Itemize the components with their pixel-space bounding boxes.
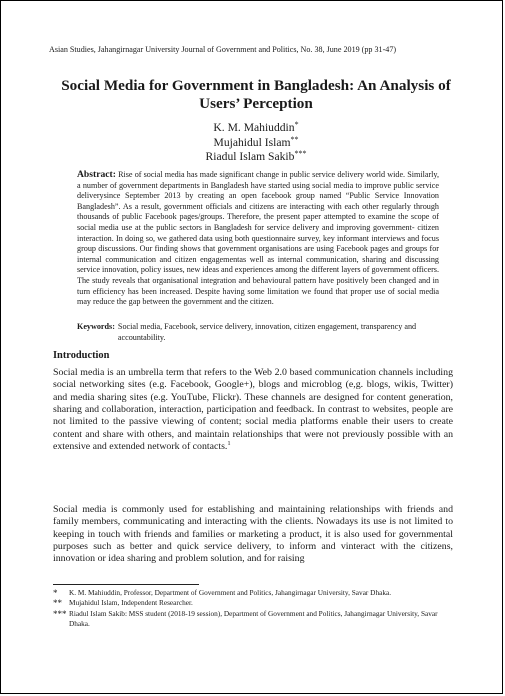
footnote-mark: * — [53, 588, 58, 598]
author-footnote-mark: ** — [290, 134, 299, 144]
author-3 — [41, 150, 471, 165]
footnote-text: K. M. Mahiuddin, Professor, Department of Government and Politics, Jahangirnagar University, Savar Dhaka. — [69, 588, 392, 597]
author-1 — [41, 121, 471, 136]
section-heading-introduction: Introduction — [53, 350, 110, 361]
abstract-label: Abstract: — [77, 169, 116, 180]
author-footnote-mark: *** — [294, 149, 307, 158]
footnote-mark: *** — [53, 608, 67, 619]
paper-title — [41, 77, 471, 113]
footnote-reference: 1 — [227, 440, 231, 448]
footnote-2 — [53, 598, 453, 608]
paragraph-text: Social media is an umbrella term that refers to the Web 2.0 based communication channels including social networking sites (e.g. Facebook, Google+), blogs and microblog (e,g. blogs, wikis, Twitter) and media sharing sites (e.g. YouTube, Flickr). These channels are designed for content generation, sharing and collaboration, interaction, participation and feedback. In contrast to websites, people are not limited to the passive viewing of content; social media platforms enable their users to create content and share with others, and maintain relationships that were not previously possible with an extensive and extended network of contacts. — [53, 367, 453, 453]
footnote-1 — [53, 588, 453, 598]
title-line-1: Social Media for Government in Bangladesh: An Analysis of — [61, 77, 451, 94]
footnote-text: Mujahidul Islam, Independent Researcher. — [69, 598, 193, 608]
footnote-divider — [53, 584, 199, 585]
author-list — [41, 121, 471, 165]
running-header: Asian Studies, Jahangirnagar University Journal of Government and Politics, No. 38, June 2019 (pp 31-47) — [49, 45, 397, 54]
body-paragraph-2: Social media is commonly used for establishing and maintaining relationships with friends and family members, communicating and interacting with the clients. Nowadays its use is not limited to keeping in touch with friends and families or marketing a product, it is also used for governmental purposes such as better and quick service delivery, to inform and vinteract with the citizens, innovation or idea sharing and problem solution, and for raising — [53, 504, 453, 565]
title-line-2: Users’ Perception — [199, 95, 313, 112]
abstract-text: Rise of social media has made significant change in public service delivery world wide. Similarly, a number of government departments in Bangladesh have started using social media to improve public service deliverysince September 2013 by creating an open facebook group named “Public Service Innovation Bangladesh”. As a result, government officials and citizens are interacting with each other regularly through thousands of public Facebook pages/groups. Therefore, the present paper attempted to examine the scope of social media use at the public sectors in Bangladesh for service delivery and improving government- citizen interaction. In doing so, we gathered data using both questionnaire survey, key informant interviews and focus group discussions. Our finding shows that government organisations are using Facebook pages and groups for internal communication and citizen engagementas well as internal communication, sharing and discussing service innovation, policy issues, new ideas and experiences among the different layers of government officers. The study reveals that organisational integration and behavioural pattern have positively been changed and in turn efficiency has been increased. Despite having some limitation we found that proper use of social media may reduce the gap between the government and the citizen. — [77, 170, 439, 307]
body-paragraph-1 — [53, 367, 453, 453]
author-name: Riadul Islam Sakib — [205, 150, 295, 163]
keywords-label: Keywords: — [77, 322, 115, 331]
author-name: Mujahidul Islam — [213, 135, 291, 149]
author-2 — [41, 136, 471, 151]
abstract — [77, 170, 439, 308]
author-name: K. M. Mahiuddin — [213, 121, 295, 134]
footnote-3 — [53, 609, 453, 630]
keywords-text: Social media, Facebook, service delivery, innovation, citizen engagement, transparency and accountability. — [117, 322, 417, 342]
footnotes — [53, 588, 453, 630]
footnote-text: Riadul Islam Sakib: MSS student (2018-19 session), Department of Government and Politics, Jahangirnagar University, Savar Dhaka. — [69, 608, 438, 629]
author-footnote-mark: * — [294, 120, 299, 129]
keywords — [77, 322, 439, 343]
footnote-mark: ** — [53, 598, 62, 609]
